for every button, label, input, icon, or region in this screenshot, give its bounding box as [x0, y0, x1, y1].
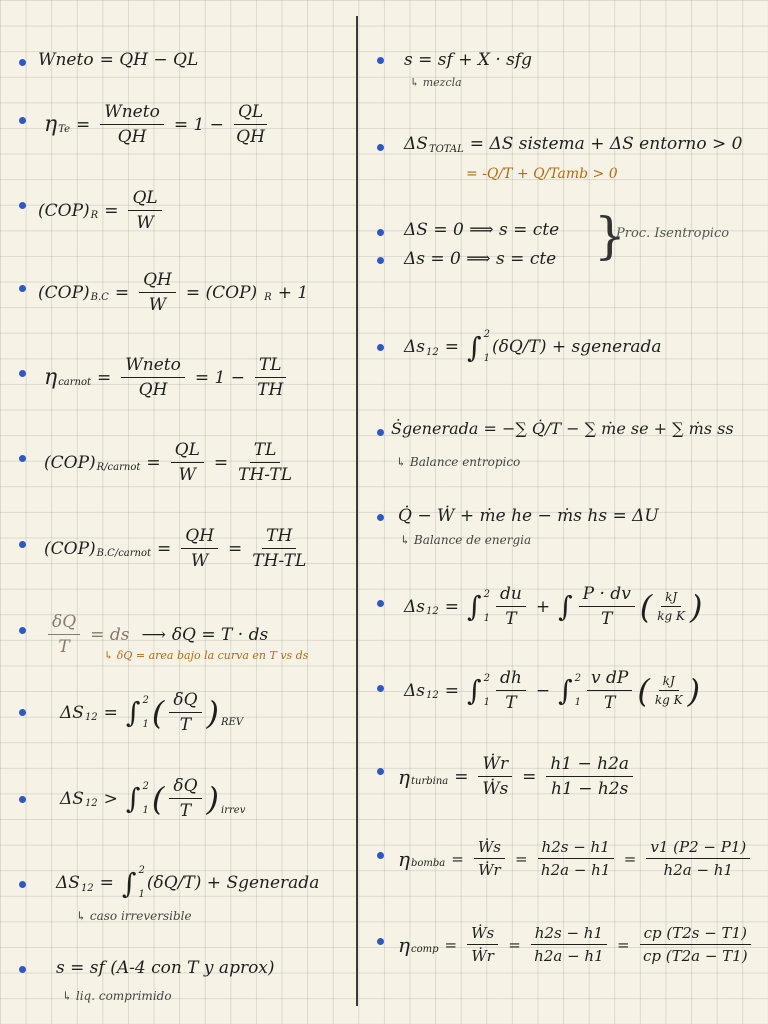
- bullet: [377, 57, 384, 64]
- bullet: [19, 59, 26, 66]
- integral-limits: 2 1: [483, 329, 490, 364]
- integral-limits: 2 1: [142, 694, 149, 730]
- eq-cop-bc-carnot: (COP) B.C/carnot = $\frac{QH}{W}$ = $\frac{TH}{TH-TL}$: [44, 526, 307, 571]
- eq-eta-bomba: η bomba = $\frac{\text{Ẇs}}{\text{Ẇr}}$ = $\frac{h2s - h1}{h2a - h1}$ = $\frac{v1 (P2 - P1)}{h2a - h1}$: [398, 838, 754, 879]
- fraction: $\frac{\text{Ẇs}}{\text{Ẇr}}$: [474, 838, 505, 879]
- note-s-mix: ↳ mezcla: [410, 76, 462, 89]
- integral-limits: 2 1: [574, 672, 582, 708]
- fraction: $\frac{h1 - h2a}{h1 - h2s}$: [546, 754, 633, 799]
- brace: }: [594, 207, 626, 265]
- fraction: $\frac{\text{Wneto}}{QH}$: [100, 102, 164, 147]
- column-divider: [356, 16, 358, 1006]
- eq-ds-rev: ΔS 12 = ∫ 2 1 ( $\frac{\delta Q}{T}$ ) REV: [60, 690, 244, 735]
- fraction: $\frac{v1 (P2 - P1)}{h2a - h1}$: [646, 838, 750, 879]
- integral-sign: ∫: [467, 590, 482, 623]
- eq-eta-turbina: η turbina = $\frac{\text{Ẇr}}{\text{Ẇs}}$ = $\frac{h1 - h2a}{h1 - h2s}$: [398, 754, 637, 799]
- bullet: [377, 685, 384, 692]
- fraction: $\frac{QH}{W}$: [139, 270, 176, 315]
- bullet: [377, 229, 384, 236]
- bullet: [19, 370, 26, 377]
- integral-limits: 2 1: [483, 588, 490, 624]
- eq-ds-irrev: ΔS 12 > ∫ 2 1 ( $\frac{\delta Q}{T}$ ) irrev: [60, 776, 246, 821]
- eq-cop-bc: (COP) B.C = $\frac{QH}{W}$ = (COP) R + 1: [38, 270, 309, 315]
- eq-cop-r: (COP) R = $\frac{QL}{W}$: [38, 188, 166, 233]
- eq-ds-total: ΔS TOTAL = ΔS sistema + ΔS entorno > 0: [404, 134, 743, 155]
- integral-limits: 2 1: [483, 672, 490, 708]
- eq-ds-dh: Δs 12 = ∫ 2 1 $\frac{dh}{T}$ − ∫ 2 1 $\frac{\text{v dP}}{T}$ ( $\frac{kJ}{\text{kg K}}$ ): [404, 668, 701, 713]
- fraction: $\frac{\text{Ẇr}}{\text{Ẇs}}$: [478, 754, 512, 799]
- fraction: $\frac{QH}{W}$: [181, 526, 218, 571]
- fraction: $\frac{\delta Q}{T}$: [169, 776, 201, 821]
- eq-ds-total-line2: = -Q/T + Q/Tamb > 0: [466, 166, 618, 182]
- eq-cop-r-carnot: (COP) R/carnot = $\frac{QL}{W}$ = $\frac{TL}{TH-TL}$: [44, 440, 293, 485]
- bullet: [19, 541, 26, 548]
- eq-eta-te: η Te = $\frac{\text{Wneto}}{QH}$ = 1 − $\frac{QL}{QH}$: [44, 102, 271, 147]
- fraction: $\frac{TL}{TH-TL}$: [238, 440, 293, 485]
- eq-ds-gen: ΔS 12 = ∫ 2 1 (δQ/T) + Sgenerada: [56, 865, 320, 900]
- fraction: $\frac{TH}{TH-TL}$: [252, 526, 307, 571]
- bullet: [19, 881, 26, 888]
- bullet: [377, 257, 384, 264]
- units-fraction: $\frac{kJ}{\text{kg K}}$: [657, 590, 686, 623]
- fraction: $\frac{TL}{TH}$: [255, 355, 286, 400]
- bullet: [377, 768, 384, 775]
- eq-isentropic-2: Δs = 0 ⟹ s = cte: [404, 249, 557, 269]
- fraction: $\frac{\text{v dP}}{T}$: [587, 668, 632, 713]
- fraction: $\frac{h2s - h1}{h2a - h1}$: [538, 838, 614, 879]
- fraction: $\frac{P \cdot dv}{T}$: [579, 584, 635, 629]
- eq-wneto: Wneto = QH − QL: [38, 50, 199, 70]
- integral-sign: ∫: [558, 674, 573, 707]
- bullet: [377, 514, 384, 521]
- integral-limits: 2 1: [138, 865, 145, 900]
- integral-sign: ∫: [467, 330, 482, 364]
- bullet: [19, 285, 26, 292]
- bullet: [19, 796, 26, 803]
- bullet: [377, 852, 384, 859]
- bullet: [19, 966, 26, 973]
- bullet: [377, 344, 384, 351]
- fraction: $\frac{h2s - h1}{h2a - h1}$: [531, 924, 607, 965]
- bullet: [377, 429, 384, 436]
- integral-sign: ∫: [558, 590, 573, 623]
- fraction: $\frac{\text{Wneto}}{QH}$: [121, 355, 185, 400]
- integral-sign: ∫: [467, 674, 482, 707]
- bullet: [377, 600, 384, 607]
- bullet: [19, 455, 26, 462]
- integral-limits: 2 1: [142, 780, 149, 816]
- note-dq: ↳ δQ = area bajo la curva en T vs ds: [104, 649, 309, 662]
- eq-dq: $\frac{\delta Q}{T}$ = ds ⟶ δQ = T · ds: [44, 612, 268, 657]
- eq-energy: Q̇ − Ẇ + ṁe he − ṁs hs = ΔU: [398, 506, 659, 526]
- eq-isentropic-1: ΔS = 0 ⟹ s = cte: [404, 220, 560, 240]
- bullet: [19, 202, 26, 209]
- fraction: $\frac{\text{Ẇs}}{\text{Ẇr}}$: [467, 924, 498, 965]
- label-isentropic: Proc. Isentropico: [616, 226, 730, 241]
- eq-eta-carnot: η carnot = $\frac{\text{Wneto}}{QH}$ = 1 − $\frac{TL}{TH}$: [44, 355, 290, 400]
- units-fraction: $\frac{kJ}{\text{kg K}}$: [654, 674, 683, 707]
- fraction: $\frac{\delta Q}{T}$: [169, 690, 201, 735]
- eq-ds12-gen: Δs 12 = ∫ 2 1 (δQ/T) + sgenerada: [404, 329, 662, 364]
- note-s-liq: ↳ liq. comprimido: [62, 989, 172, 1003]
- fraction: $\frac{cp (T2s - T1)}{cp (T2a - T1)}$: [640, 924, 751, 965]
- integral-sign: ∫: [121, 866, 137, 900]
- fraction: $\frac{dh}{T}$: [496, 668, 526, 713]
- fraction: $\frac{QL}{QH}$: [234, 102, 267, 147]
- note-energy: ↳ Balance de energia: [400, 533, 532, 547]
- eq-eta-comp: η comp = $\frac{\text{Ẇs}}{\text{Ẇr}}$ = $\frac{h2s - h1}{h2a - h1}$ = $\frac{cp (T2s - T1)}{cp (T2a - T1)}$: [398, 924, 755, 965]
- bullet: [377, 938, 384, 945]
- note-ds-gen: ↳ caso irreversible: [76, 909, 192, 923]
- note-sgen: ↳ Balance entropico: [396, 455, 521, 469]
- eq-ds-du: Δs 12 = ∫ 2 1 $\frac{du}{T}$ + ∫ $\frac{P \cdot dv}{T}$ ( $\frac{kJ}{\text{kg K}}$ ): [404, 584, 703, 629]
- fraction: $\frac{du}{T}$: [496, 584, 526, 629]
- integral-sign: ∫: [125, 696, 141, 729]
- bullet: [19, 117, 26, 124]
- eq-s-mix: s = sf + X · sfg: [404, 50, 533, 70]
- bullet: [19, 709, 26, 716]
- fraction: $\frac{\delta Q}{T}$: [48, 612, 80, 657]
- bullet: [19, 627, 26, 634]
- integral-sign: ∫: [125, 782, 141, 815]
- fraction: $\frac{QL}{W}$: [128, 188, 161, 233]
- bullet: [377, 144, 384, 151]
- eq-s-liq: s = sf (A-4 con T y aprox): [56, 958, 275, 978]
- eq-sgen: Ṡgenerada = −∑ Q̇/T − ∑ ṁe se + ∑ ṁs ss: [391, 419, 734, 438]
- fraction: $\frac{QL}{W}$: [171, 440, 204, 485]
